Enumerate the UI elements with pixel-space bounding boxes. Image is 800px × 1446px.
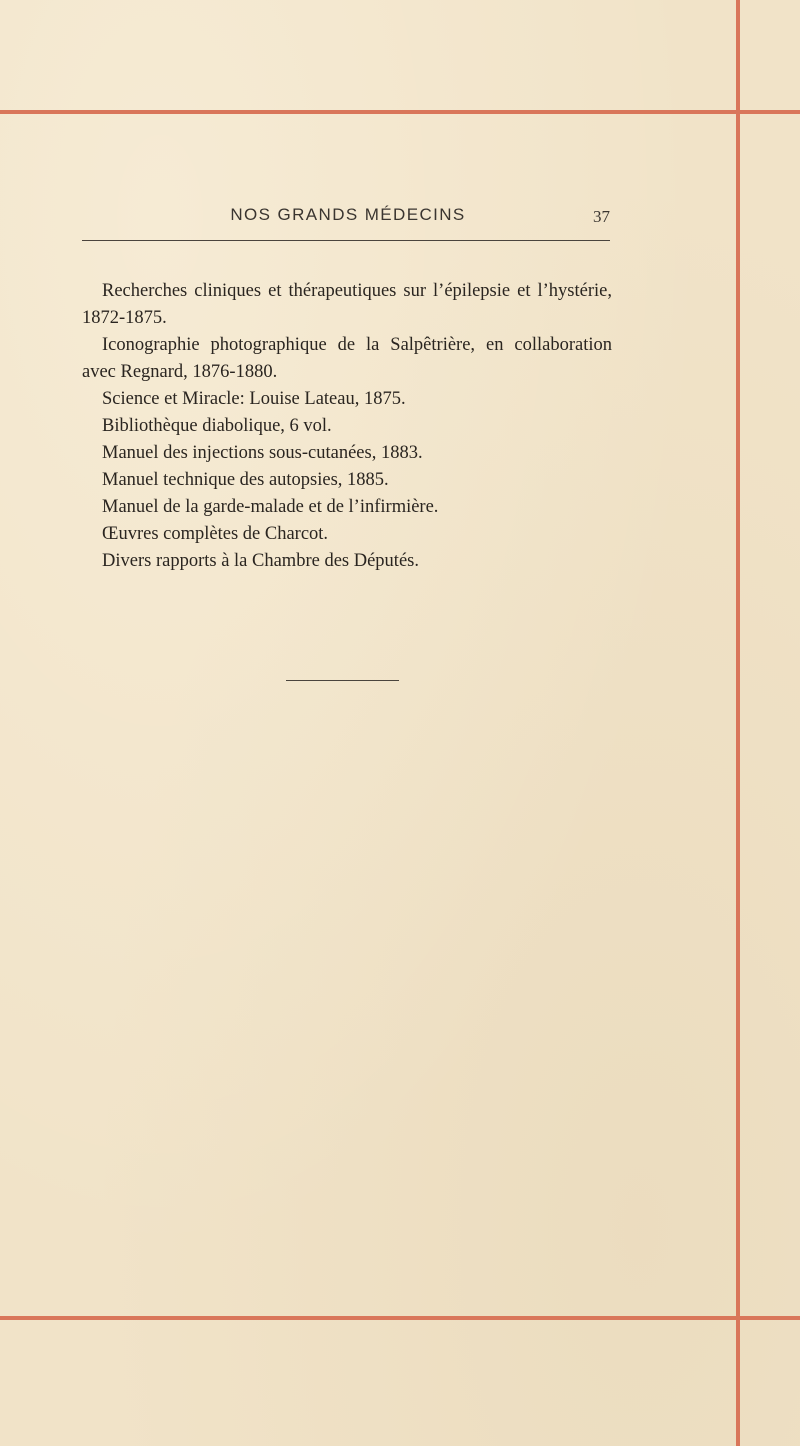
top-margin-rule: [0, 110, 800, 114]
bibliography-entry: Science et Miracle: Louise Lateau, 1875.: [102, 389, 406, 409]
bibliography-entry: Recherches cliniques et thérapeutiques sur l’épilepsie et l’hystérie, 1872-1875.: [82, 281, 612, 328]
bibliography-entry: Bibliothèque diabolique, 6 vol.: [102, 416, 332, 436]
bibliography-entry: Iconographie photographique de la Salpêtrière, en collaboration avec Regnard, 1876-1880.: [82, 335, 612, 382]
page-number: 37: [593, 207, 610, 226]
bottom-margin-rule: [0, 1316, 800, 1320]
running-head: [82, 205, 614, 231]
bibliography-entry: Manuel technique des autopsies, 1885.: [102, 470, 389, 490]
bibliography-entry: Œuvres complètes de Charcot.: [102, 524, 329, 544]
bibliography-list: [82, 278, 612, 575]
header-divider: [82, 240, 610, 241]
bibliography-entry: Divers rapports à la Chambre des Députés.: [102, 551, 419, 571]
bibliography-entry: Manuel des injections sous-cutanées, 1883.: [102, 443, 423, 463]
running-title: NOS GRANDS MÉDECINS: [230, 205, 466, 224]
bibliography-entry: Manuel de la garde-malade et de l’infirmière.: [102, 497, 439, 517]
right-margin-rule: [736, 0, 740, 1446]
section-end-rule: [286, 680, 399, 681]
